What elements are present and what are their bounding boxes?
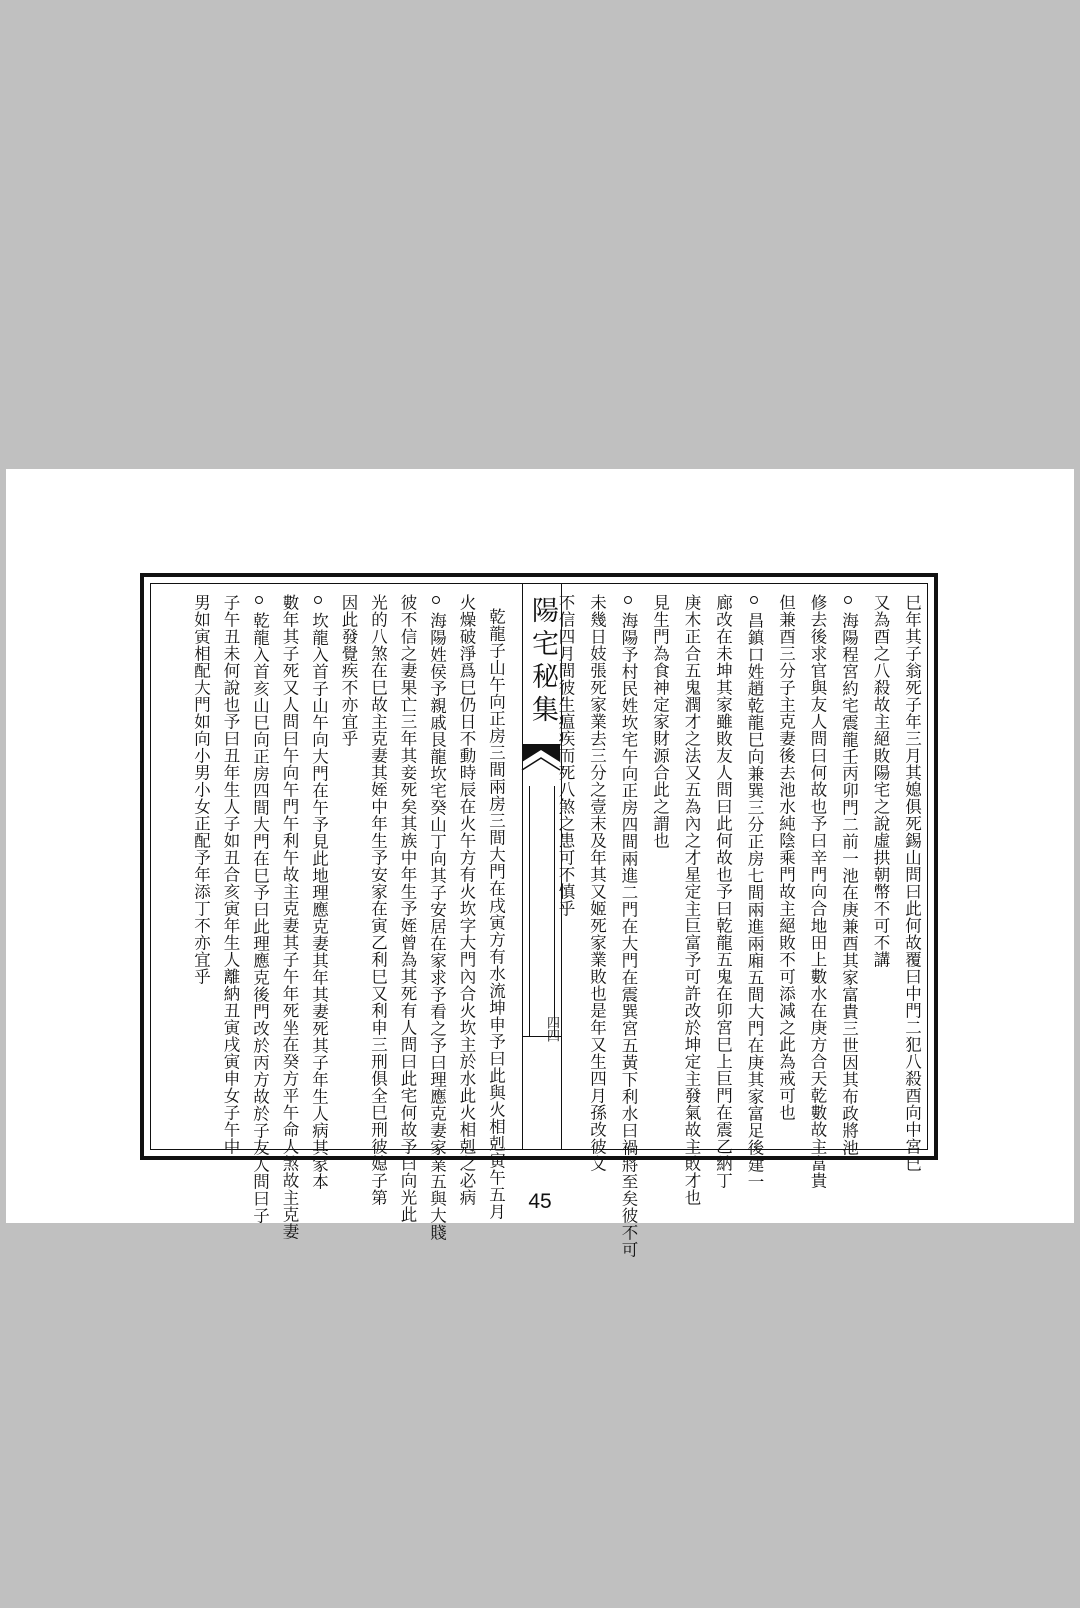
scanned-page [6, 469, 1074, 1258]
text-column: 火燥破淨爲巳仍日不動時辰在火午方有火坎字大門內合火坎主於水此火相剋之必病 [457, 594, 476, 1206]
text-column: 昌鎮口姓趙乾龍巳向兼巽三分正房七間兩進兩廂五間大門在庚其家富足後建一 [745, 612, 764, 1190]
paragraph-marker [314, 596, 322, 604]
text-column: 數年其子死又人問曰午向午門午利午故主克妻其子午年死坐在癸方平午命人煞故主克妻 [280, 594, 299, 1240]
text-column: 因此發覺疾不亦宜乎 [339, 594, 358, 747]
text-column: 海陽予村民姓坎宅午向正房四間兩進二門在大門在震巽宮五黃下利水曰禍將至矣彼不可 [619, 612, 638, 1258]
text-column: 但兼酉三分子主克妻後去池水純陰乘門故主絕敗不可添减之此為戒可也 [776, 594, 796, 1121]
text-column: 彼不信之妻果亡三年其妾死矣其族中年生予姪曾為其死有人問曰此宅何故予曰向光此 [398, 594, 417, 1223]
text-column: 坎龍入首子山午向大門在午予見此地理應克妻其年其妻死其子年生人病其家本 [309, 612, 329, 1190]
text-column: 光的八煞在巳故主克妻其姪中年生予安家在寅乙利巳又利申三刑俱全巳刑彼媳子第 [368, 594, 388, 1206]
text-column: 乾龍入首亥山巳向正房四間大門在巳予曰此理應克後門改於丙方故於子友人問曰子 [250, 612, 270, 1224]
text-column: 庚木正合五鬼潤才之法又五為內之才星定主巨富予可許改於坤定主發氣故主敗才也 [682, 594, 701, 1206]
text-column: 海陽程宮約宅震龍壬丙卯門二前一池在庚兼酉其家富貴三世因其布政將池 [839, 612, 859, 1156]
text-column: 海陽姓侯予親戚艮龍坎宅癸山丁向其子安居在家求予看之予曰理應克妻家業五與大賤 [427, 612, 447, 1241]
text-column: 乾龍子山午向正房三間兩房三間大門在戌寅方有水流坤申予曰此與火相剋寅午五月 [486, 608, 506, 1220]
leaf-number: 四四 [544, 1016, 559, 1042]
text-column: 又為酉之八殺故主絕敗陽宅之說虛拱朝幣不可不講 [871, 594, 890, 968]
paragraph-marker [624, 596, 632, 604]
paragraph-marker [844, 596, 852, 604]
fish-tail-ornament [522, 744, 560, 778]
paragraph-marker [255, 596, 263, 604]
text-column: 廊改在未坤其家雖敗友人問曰此何故也予曰乾龍五鬼在卯宮巳上巨門在震乙納丁 [713, 594, 733, 1189]
page-number: 45 [528, 1190, 552, 1213]
text-column: 未幾日妓張死家業去三分之壹末及年其又姬死家業敗也是年又生四月孫改彼文 [587, 594, 607, 1172]
text-column: 見生門為食神定家財源合此之謂也 [650, 594, 670, 849]
text-column: 修去後求官與友人問曰何故也予曰辛門向合地田上數水在庚方合天乾數故主富貴 [808, 594, 827, 1189]
spine-channel [529, 786, 555, 1037]
paragraph-marker [432, 596, 440, 604]
text-column: 子午丑未何說也予曰丑年生人子如丑合亥寅年生人離納丑寅戌寅申女子午中 [221, 594, 240, 1155]
spine-bottom-rule [523, 1036, 561, 1037]
paragraph-marker [750, 596, 758, 604]
text-column: 不信四月間彼生瘟疾而死八煞之患可不慎乎 [556, 594, 575, 917]
spine-title: 陽宅秘集 [527, 596, 558, 728]
text-column: 巳年其子翁死子年三月其媳俱死錫山問曰此何故覆曰中門二犯八殺酉向中宮巳 [902, 594, 922, 1172]
text-column: 男如寅相配大門如向小男小女正配予年添丁不亦宜乎 [191, 594, 211, 985]
